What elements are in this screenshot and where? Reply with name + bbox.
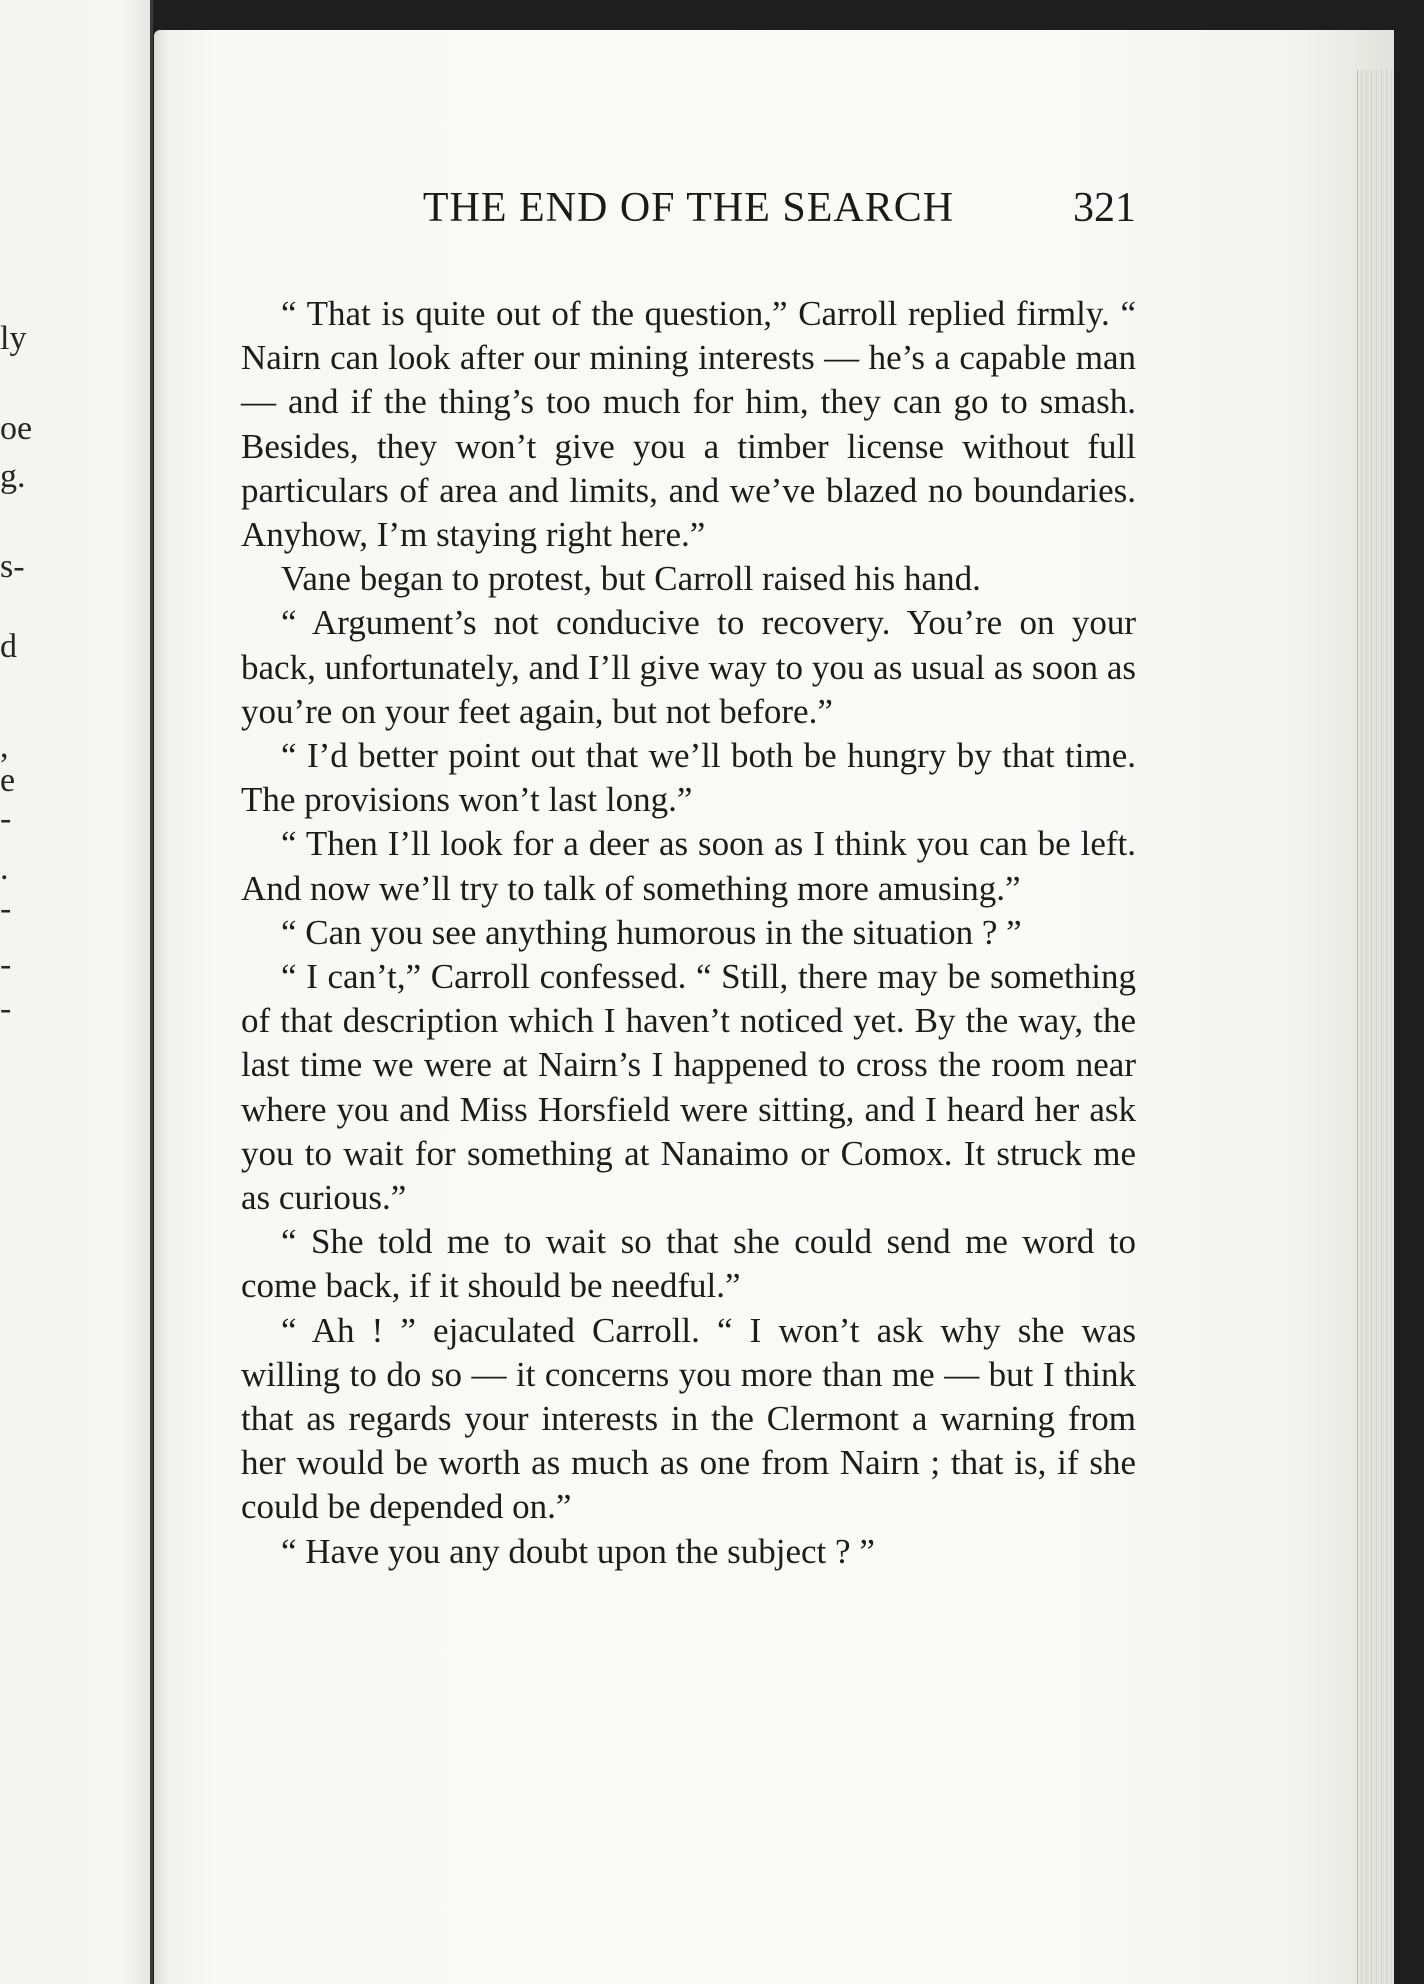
left-page-fragment: - [0, 890, 12, 927]
body-text [241, 292, 1136, 1574]
paragraph: “ Argument’s not conducive to recovery. You’re on your back, unfortunately, and I’ll give way to you as usual as soon as you’re on your feet again, but not before.” [241, 603, 1136, 731]
running-head [241, 184, 1136, 254]
left-page-fragment: - [0, 946, 12, 983]
left-page-fragment: , [0, 728, 9, 765]
left-page-fragment: e [0, 762, 16, 799]
paragraph: “ I’d better point out that we’ll both be hungry by that time. The provisions won’t last long.” [241, 736, 1136, 820]
paragraph: “ Can you see anything humorous in the situation ? ” [281, 912, 1022, 952]
paragraph: “ Have you any doubt upon the subject ? ” [281, 1531, 875, 1571]
paragraph: “ She told me to wait so that she could send me word to come back, if it should be needful.” [241, 1222, 1136, 1306]
paragraph: “ Then I’ll look for a deer as soon as I think you can be left. And now we’ll try to talk of something more amusing.” [241, 824, 1136, 908]
paragraph: “ That is quite out of the question,” Carroll replied firmly. “ Nairn can look after our mining interests — he’s a capable man — and if the thing’s too much for him, they can go to smash. Besides, they won’t give you a timber license without full particulars of area and limits, and we’ve blazed no boundaries. Anyhow, I’m staying right here.” [241, 294, 1136, 555]
page-number: 321 [1073, 185, 1136, 231]
left-page-fragment: s- [0, 548, 25, 585]
paragraph: “ I can’t,” Carroll confessed. “ Still, there may be something of that description which I haven’t noticed yet. By the way, the last time we were at Nairn’s I happened to cross the room near where you and Miss Horsfield were sitting, and I heard her ask you to wait for something at Nanaimo or Comox. It struck me as curious.” [241, 957, 1136, 1218]
paragraph: Vane began to protest, but Carroll raised his hand. [281, 559, 981, 599]
left-page-fragment: ly [0, 320, 27, 357]
previous-page-edge [0, 0, 153, 1984]
page-edges [1357, 70, 1394, 1984]
left-page-fragment: d [0, 628, 17, 665]
paragraph: “ Ah ! ” ejaculated Carroll. “ I won’t ask why she was willing to do so — it concerns you more than me — but I think that as regards your interests in the Clermont a warning from her would be worth as much as one from Nairn ; that is, if she could be depended on.” [241, 1310, 1136, 1527]
left-page-fragment: - [0, 800, 12, 837]
left-page-fragment: g. [0, 458, 26, 495]
chapter-title: THE END OF THE SEARCH [422, 185, 955, 231]
left-page-fragment: oe [0, 410, 33, 447]
left-page-fragment: - [0, 990, 12, 1027]
left-page-fragment: . [0, 850, 9, 887]
